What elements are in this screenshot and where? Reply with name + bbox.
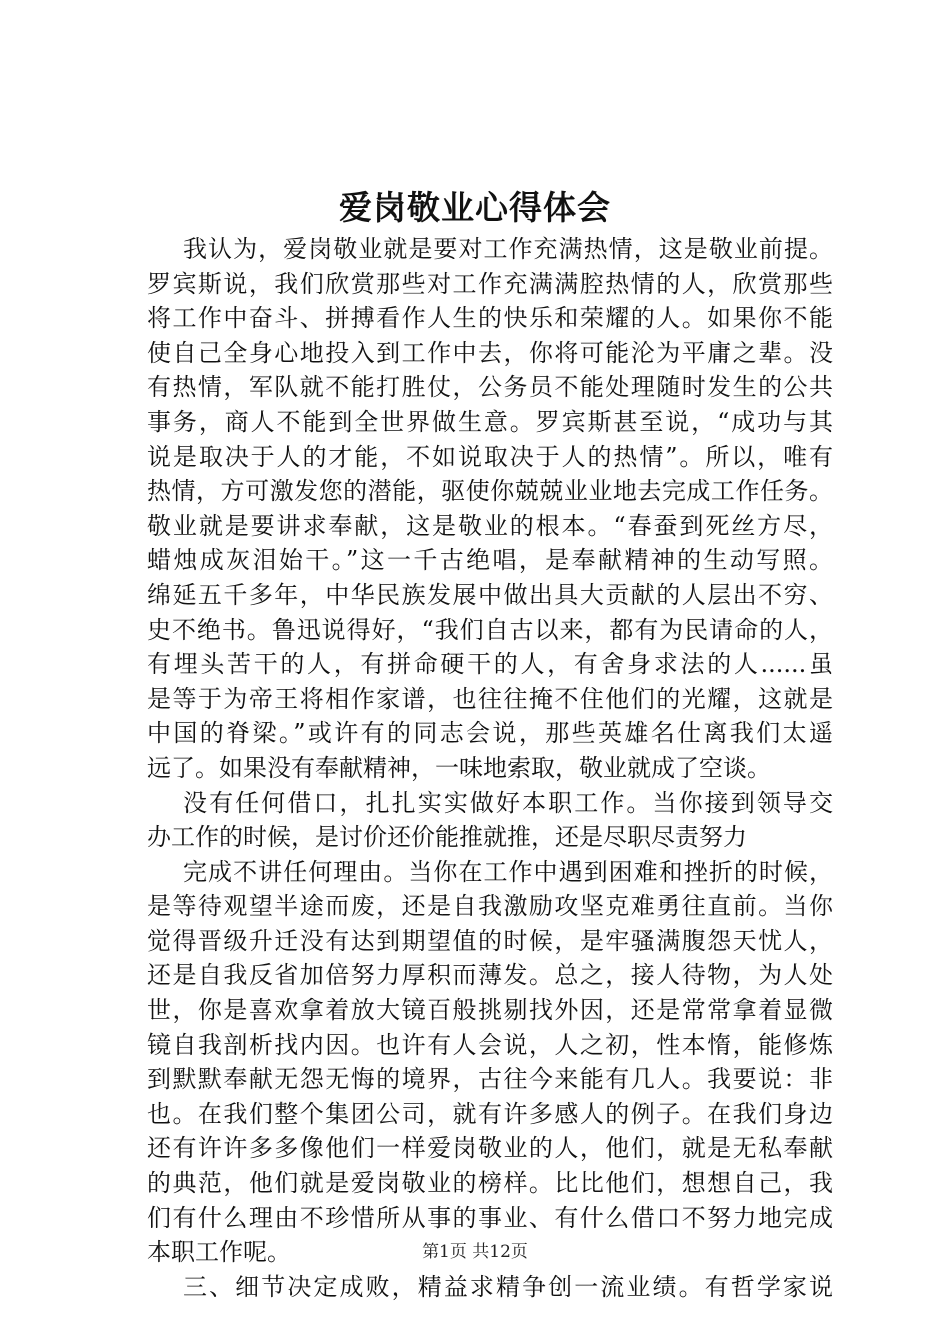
- text-line: 有热情，军队就不能打胜仗，公务员不能处理随时发生的公共: [147, 373, 833, 402]
- text-line: 远了。如果没有奉献精神，一味地索取，敬业就成了空谈。: [147, 753, 771, 782]
- text-line: 有埋头苦干的人，有拼命硬干的人，有舍身求法的人......虽: [147, 650, 833, 679]
- text-line: 还是自我反省加倍努力厚积而薄发。总之，接人待物，为人处: [147, 961, 833, 990]
- text-line: 中国的脊梁。”或许有的同志会说，那些英雄名仕离我们太遥: [147, 719, 833, 748]
- page-number: 第1页 共12页: [422, 1242, 528, 1262]
- text-line: 世，你是喜欢拿着放大镜百般挑剔找外因，还是常常拿着显微: [147, 996, 833, 1025]
- text-line: 镜自我剖析找内因。也许有人会说，人之初，性本惰，能修炼: [147, 1030, 833, 1059]
- text-line: 热情，方可激发您的潜能，驱使你兢兢业业地去完成工作任务。: [147, 477, 833, 506]
- text-line: 本职工作呢。: [147, 1238, 291, 1267]
- text-line: 是等待观望半途而废，还是自我激励攻坚克难勇往直前。当你: [147, 892, 833, 921]
- text-line: 也。在我们整个集团公司，就有许多感人的例子。在我们身边: [147, 1099, 833, 1128]
- text-line: 敬业就是要讲求奉献，这是敬业的根本。“春蚕到死丝方尽，: [147, 511, 833, 540]
- text-line: 没有任何借口，扎扎实实做好本职工作。当你接到领导交: [183, 788, 833, 817]
- text-line: 事务，商人不能到全世界做生意。罗宾斯甚至说，“成功与其: [147, 407, 833, 436]
- text-line: 史不绝书。鲁迅说得好，“我们自古以来，都有为民请命的人，: [147, 615, 833, 644]
- text-line: 说是取决于人的才能，不如说取决于人的热情”。所以，唯有: [147, 442, 833, 471]
- text-line: 们有什么理由不珍惜所从事的事业、有什么借口不努力地完成: [147, 1203, 833, 1232]
- text-line: 还有许许多多像他们一样爱岗敬业的人，他们，就是无私奉献: [147, 1134, 833, 1163]
- text-line: 蜡烛成灰泪始干。”这一千古绝唱，是奉献精神的生动写照。: [147, 546, 833, 575]
- text-line: 三、细节决定成败，精益求精争创一流业绩。有哲学家说: [183, 1272, 833, 1301]
- text-line: 到默默奉献无怨无悔的境界，古往今来能有几人。我要说：非: [147, 1065, 833, 1094]
- text-line: 将工作中奋斗、拼搏看作人生的快乐和荣耀的人。如果你不能: [147, 304, 833, 333]
- text-line: 办工作的时候，是讨价还价能推就推，还是尽职尽责努力: [147, 823, 747, 852]
- text-line: 完成不讲任何理由。当你在工作中遇到困难和挫折的时候，: [183, 857, 833, 886]
- document-body: [147, 232, 833, 1304]
- text-line: 罗宾斯说，我们欣赏那些对工作充满满腔热情的人，欣赏那些: [147, 269, 833, 298]
- text-line: 是等于为帝王将相作家谱，也往往掩不住他们的光耀，这就是: [147, 684, 833, 713]
- text-line: 的典范，他们就是爱岗敬业的榜样。比比他们，想想自己，我: [147, 1169, 833, 1198]
- document-title: 爱岗敬业心得体会: [339, 188, 611, 227]
- text-line: 觉得晋级升迁没有达到期望值的时候，是牢骚满腹怨天忧人，: [147, 926, 833, 955]
- text-line: 我认为，爱岗敬业就是要对工作充满热情，这是敬业前提。: [183, 235, 833, 263]
- text-line: 绵延五千多年，中华民族发展中做出具大贡献的人层出不穷、: [147, 580, 833, 609]
- text-line: 使自己全身心地投入到工作中去，你将可能沦为平庸之辈。没: [147, 338, 833, 367]
